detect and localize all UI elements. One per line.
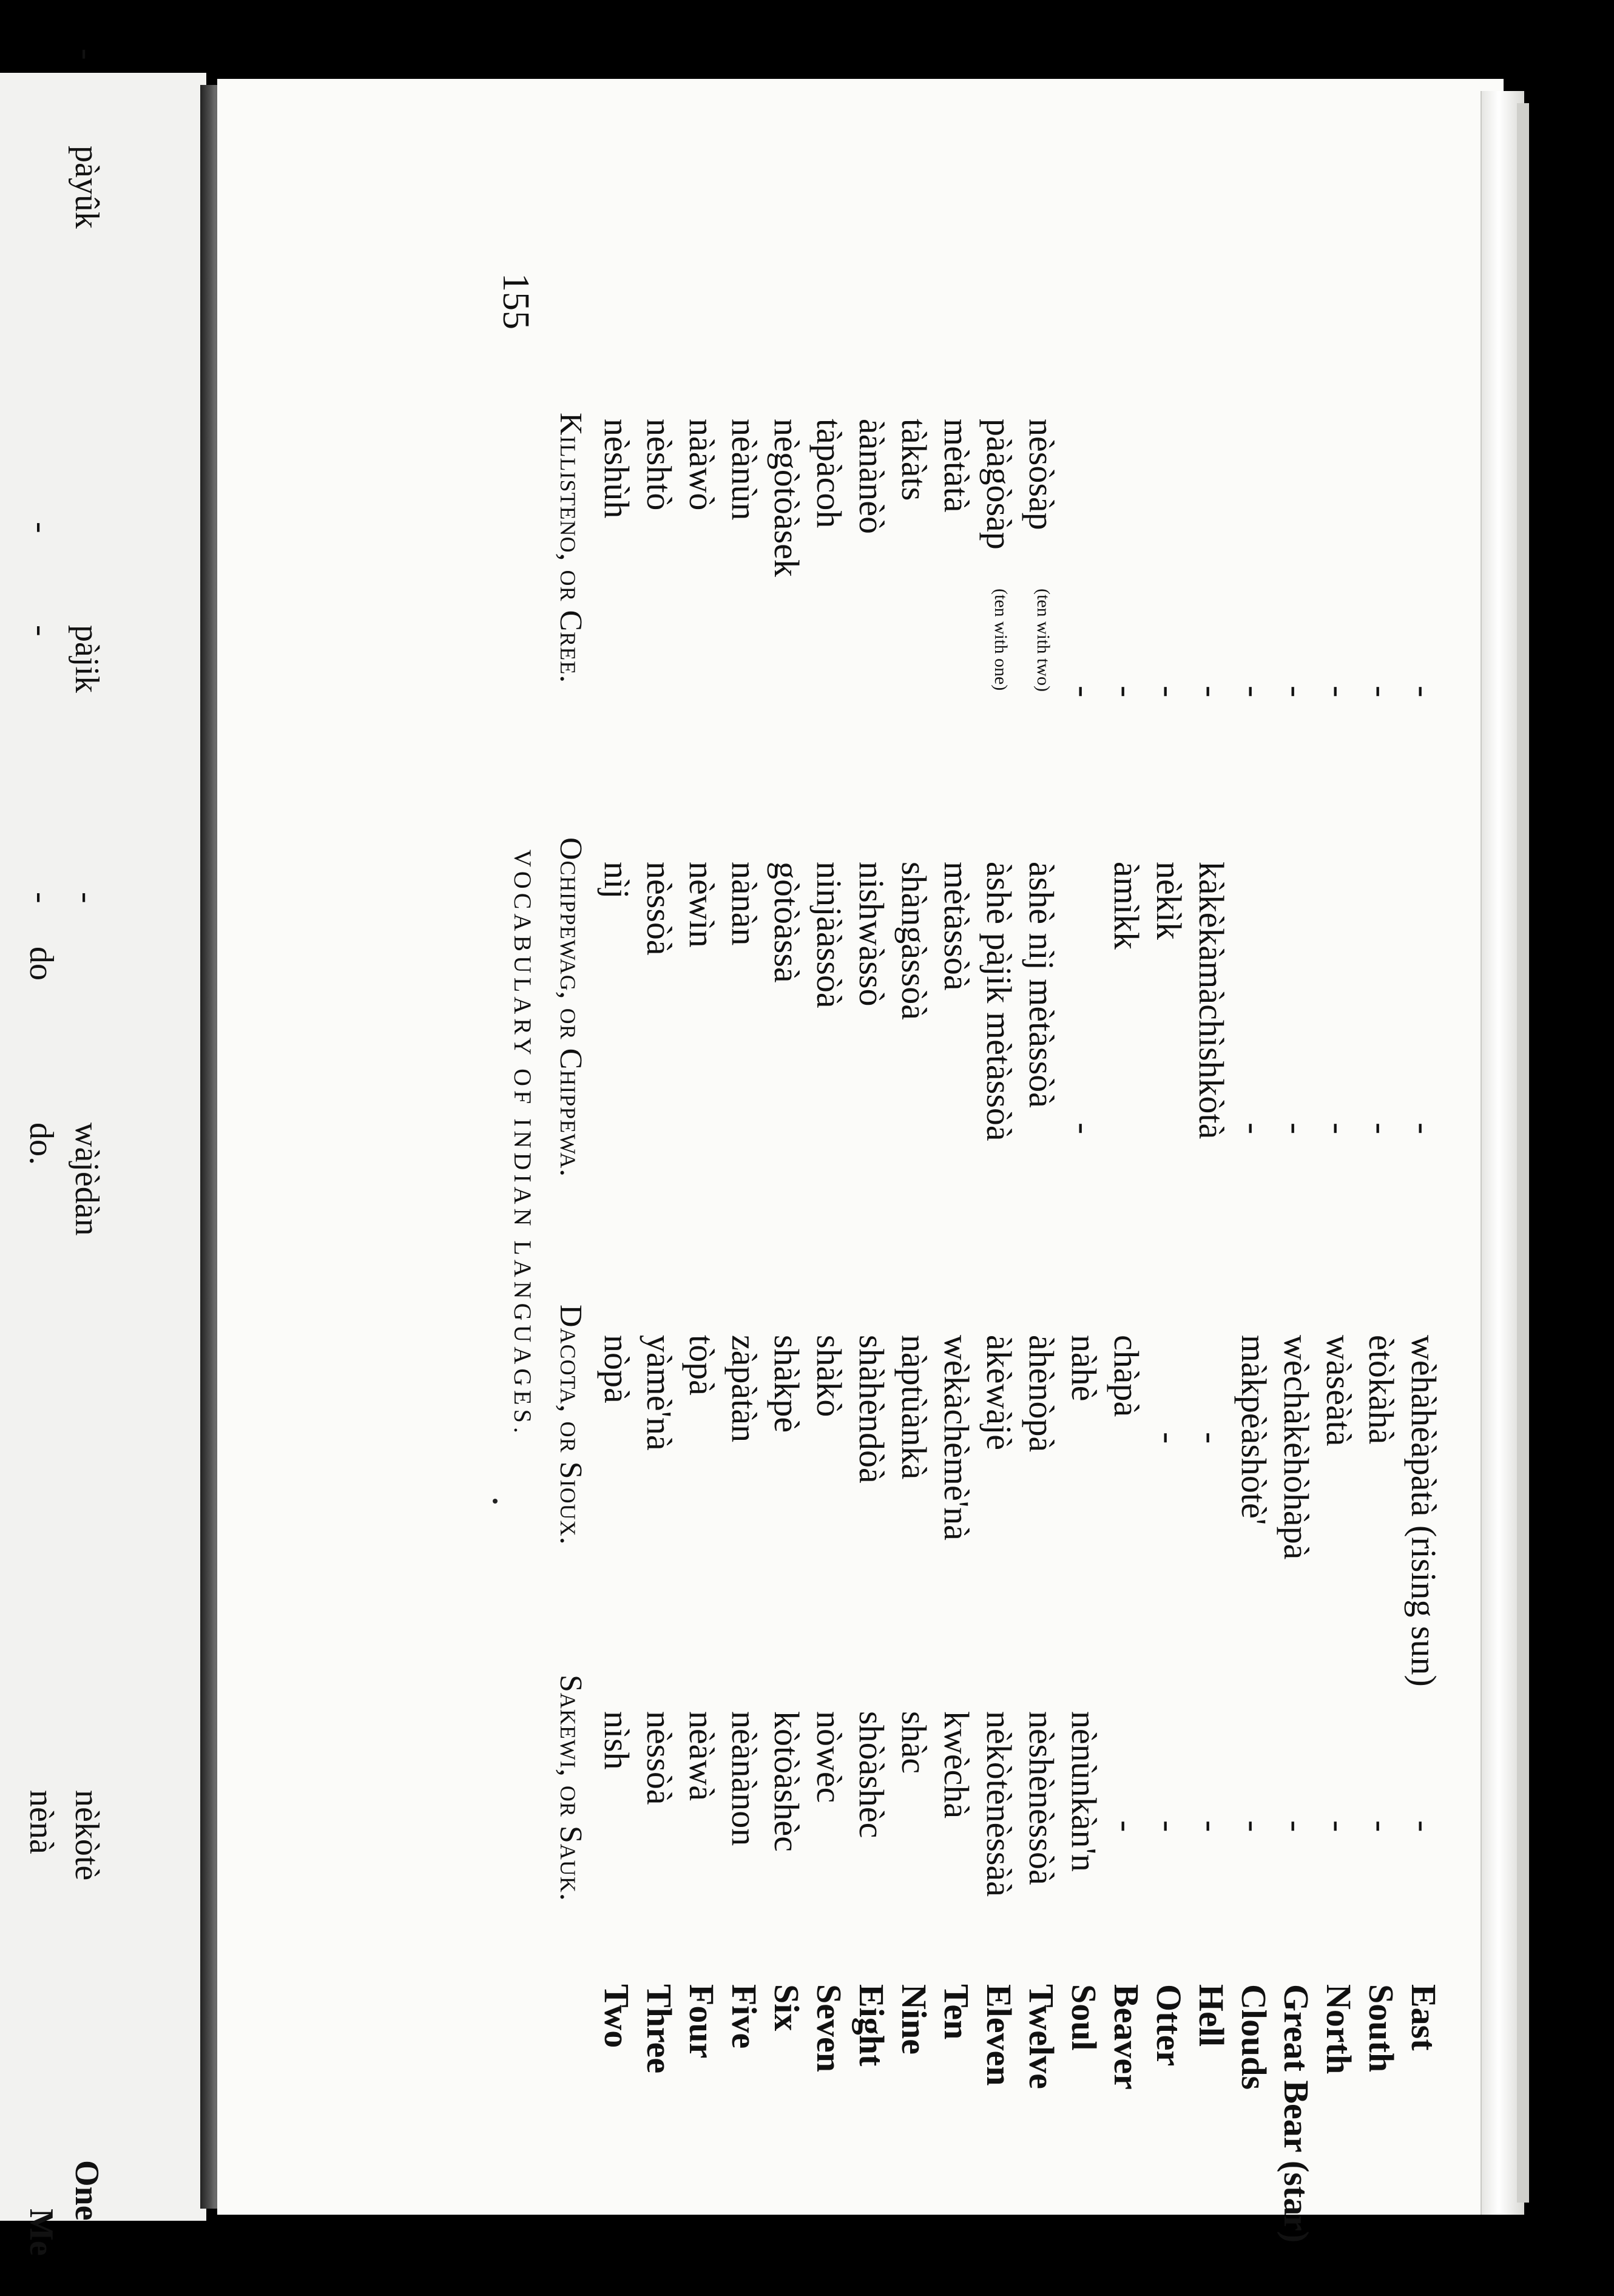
english-word: Twelve (1022, 1984, 1061, 2089)
sioux-translation: wèkàchèmè'nà (937, 1335, 976, 1541)
english-word: North (1319, 1984, 1359, 2075)
sauk-translation: nèàwà (682, 1711, 721, 1801)
english-word: Clouds (1234, 1984, 1274, 2090)
empty-cell-leader: - (1319, 1123, 1359, 1152)
sauk-translation: kòtòàshèc (767, 1711, 806, 1852)
chippewa-gloss-note: (ten with two) (1033, 589, 1053, 692)
previous-row-cell: do. (22, 1123, 60, 1165)
sioux-translation: nòpà (597, 1335, 636, 1403)
vocabulary-row (1274, 0, 1317, 2296)
chippewa-translation: nishwàssò (852, 862, 891, 1007)
sauk-translation: shàc (894, 1711, 934, 1774)
sioux-translation: àhènòpà (1022, 1335, 1061, 1453)
previous-row-cell: pàjik (68, 625, 106, 693)
sioux-translation: shàhèndòà (852, 1335, 891, 1484)
sauk-translation: nòwèc (809, 1711, 849, 1803)
cree-translation: nèànùn (724, 419, 764, 521)
english-word: Two (597, 1984, 636, 2048)
previous-row-cell: - (22, 892, 60, 903)
english-word: Eleven (979, 1984, 1019, 2086)
chippewa-translation: shàngàssòà (894, 862, 934, 1020)
sauk-translation: nèshènèssòà (1022, 1711, 1061, 1885)
previous-row-cell: nèkòtè (68, 1790, 106, 1881)
vocabulary-row (595, 0, 637, 2296)
empty-cell-leader: - (1234, 1123, 1274, 1152)
sioux-translation: wèchàkèhòhàpà (1277, 1335, 1316, 1560)
vocabulary-row (1019, 0, 1062, 2296)
sioux-translation: shàkò (809, 1335, 849, 1417)
english-word: Seven (809, 1984, 849, 2072)
previous-row-cell: do (22, 947, 60, 981)
empty-cell-leader: - (1277, 1820, 1316, 1849)
previous-row-cell: pàyûk (68, 146, 106, 229)
english-word: Eight (852, 1984, 891, 2067)
english-word: Five (724, 1984, 764, 2049)
vocabulary-row (1104, 0, 1147, 2296)
sauk-translation: nèànànon (724, 1711, 764, 1846)
vocabulary-row (1147, 0, 1189, 2296)
empty-cell-leader: - (1277, 1123, 1316, 1152)
sauk-translation: nèssòà (640, 1711, 679, 1805)
english-word: Nine (894, 1984, 934, 2055)
vocabulary-row (807, 0, 849, 2296)
empty-cell-leader: - (1192, 1820, 1231, 1849)
empty-cell-leader: - (1192, 686, 1231, 715)
english-word: East (1404, 1984, 1443, 2051)
english-word: Three (640, 1984, 679, 2074)
page-number: 155 (495, 273, 536, 329)
chippewa-translation: nànàn (724, 862, 764, 946)
sioux-translation: nàptùànkà (894, 1335, 934, 1480)
empty-cell-leader: - (1277, 686, 1316, 715)
sioux-translation: wàsèàtà (1319, 1335, 1359, 1447)
vocabulary-row (765, 0, 807, 2296)
chippewa-translation: àshè nìj mètàssòà (1022, 862, 1061, 1108)
empty-cell-leader: - (1149, 1432, 1189, 1461)
empty-cell-leader: - (1064, 686, 1104, 715)
column-header-chippewa: Ochippewag, or Chippewa. (553, 837, 588, 1178)
column-header-sauk: Sakewi, or Sauk. (553, 1675, 588, 1902)
previous-row-word: Me (22, 2209, 60, 2256)
cree-translation: àànànèò (852, 419, 891, 534)
chippewa-translation: nèwìn (682, 862, 721, 948)
empty-cell-leader: - (1362, 1820, 1401, 1849)
cree-translation: tàpàcoh (809, 419, 849, 528)
running-title: VOCABULARY OF INDIAN LANGUAGES. (509, 849, 536, 1437)
scan-speck (493, 1499, 498, 1504)
sioux-translation: shàkpè (767, 1335, 806, 1433)
cree-translation: nèshùh (597, 419, 636, 519)
vocabulary-row (722, 0, 765, 2296)
empty-cell-leader: - (1319, 686, 1359, 715)
empty-cell-leader: - (1404, 1123, 1443, 1152)
chippewa-translation: àmìkk (1107, 862, 1146, 950)
english-word: South (1362, 1984, 1401, 2073)
cree-translation: nèshtò (640, 419, 679, 511)
empty-cell-leader: - (1404, 1820, 1443, 1849)
empty-cell-leader: - (1362, 1123, 1401, 1152)
empty-cell-leader: - (1404, 686, 1443, 715)
previous-row-cell: - (68, 892, 106, 903)
sauk-translation: nìsh (597, 1711, 636, 1770)
vocabulary-row (1189, 0, 1232, 2296)
previous-row-cell: - (22, 522, 60, 533)
sioux-translation: ètòkàhà (1362, 1335, 1401, 1445)
vocabulary-row (680, 0, 722, 2296)
vocabulary-row (1317, 0, 1359, 2296)
english-word: Beaver (1107, 1984, 1146, 2090)
sioux-translation: wèhàhèàpàtà (rising sun) (1404, 1335, 1443, 1687)
english-word: Otter (1149, 1984, 1189, 2067)
sioux-translation: chàpà (1107, 1335, 1146, 1417)
chippewa-translation: ninjààssòà (809, 862, 849, 1008)
column-header-cree: Killisteno, or Cree. (553, 413, 588, 684)
english-word: Soul (1064, 1984, 1104, 2051)
empty-cell-leader: - (1107, 686, 1146, 715)
chippewa-translation: kàkèkàmàchìshkòtà (1192, 862, 1231, 1140)
sauk-translation: nènùnkàn'n (1064, 1711, 1104, 1872)
sauk-translation: shòàshèc (852, 1711, 891, 1838)
english-word: Great Bear (star) (1277, 1984, 1316, 2243)
sioux-translation: màkpèàshòtè' (1234, 1335, 1274, 1525)
empty-cell-leader: - (1362, 686, 1401, 715)
previous-row-word: One (68, 2160, 106, 2221)
cree-translation: pààgòsàp (979, 419, 1019, 550)
english-word: Hell (1192, 1984, 1231, 2047)
sauk-translation: kwèchà (937, 1711, 976, 1819)
cree-translation: nèsòsàp (1022, 419, 1061, 530)
chippewa-translation: nìj (597, 862, 636, 899)
chippewa-translation: gòtòàssà (767, 862, 806, 983)
chippewa-translation: àshè pàjik mètàssòà (979, 862, 1019, 1141)
english-word: Ten (937, 1984, 976, 2040)
cree-translation: mètàtà (937, 419, 976, 513)
vocabulary-row (1359, 0, 1402, 2296)
sioux-translation: àkèwàjè (979, 1335, 1019, 1450)
sioux-translation: tòpà (682, 1335, 721, 1396)
vocabulary-row (934, 0, 977, 2296)
cree-translation: nègòtòàsek (767, 419, 806, 577)
sioux-translation: yàmè'nà (640, 1335, 679, 1451)
empty-cell-leader: - (1234, 686, 1274, 715)
empty-cell-leader: - (1192, 1432, 1231, 1461)
vocabulary-row (977, 0, 1019, 2296)
vocabulary-row (637, 0, 680, 2296)
sioux-translation: nàhè (1064, 1335, 1104, 1402)
english-word: Four (682, 1984, 721, 2059)
empty-cell-leader: - (1149, 1820, 1189, 1849)
english-word: Six (767, 1984, 806, 2031)
sioux-translation: zàpàtàn (724, 1335, 764, 1443)
previous-row-cell: nènà (22, 1790, 60, 1854)
chippewa-translation: nèkìk (1149, 862, 1189, 940)
chippewa-gloss-note: (ten with one) (991, 589, 1011, 691)
vocabulary-row (1232, 0, 1274, 2296)
vocabulary-row (892, 0, 934, 2296)
cree-translation: tàkàts (894, 419, 934, 501)
vocabulary-row (1402, 0, 1444, 2296)
vocabulary-row (849, 0, 892, 2296)
chippewa-translation: mètàssòà (937, 862, 976, 991)
cree-translation: nààwò (682, 419, 721, 511)
vocabulary-row (1062, 0, 1104, 2296)
previous-row-cell: - (68, 49, 106, 60)
previous-row-cell: wàjèdàn (68, 1123, 106, 1236)
empty-cell-leader: - (1319, 1820, 1359, 1849)
previous-row-cell: - (22, 625, 60, 636)
chippewa-translation: nèssòà (640, 862, 679, 956)
sauk-translation: nèkòtènèssàà (979, 1711, 1019, 1897)
column-header-sioux: Dacota, or Sioux. (553, 1305, 588, 1545)
empty-cell-leader: - (1234, 1820, 1274, 1849)
empty-cell-leader: - (1107, 1820, 1146, 1849)
empty-cell-leader: - (1149, 686, 1189, 715)
empty-cell-leader: - (1064, 1123, 1104, 1152)
